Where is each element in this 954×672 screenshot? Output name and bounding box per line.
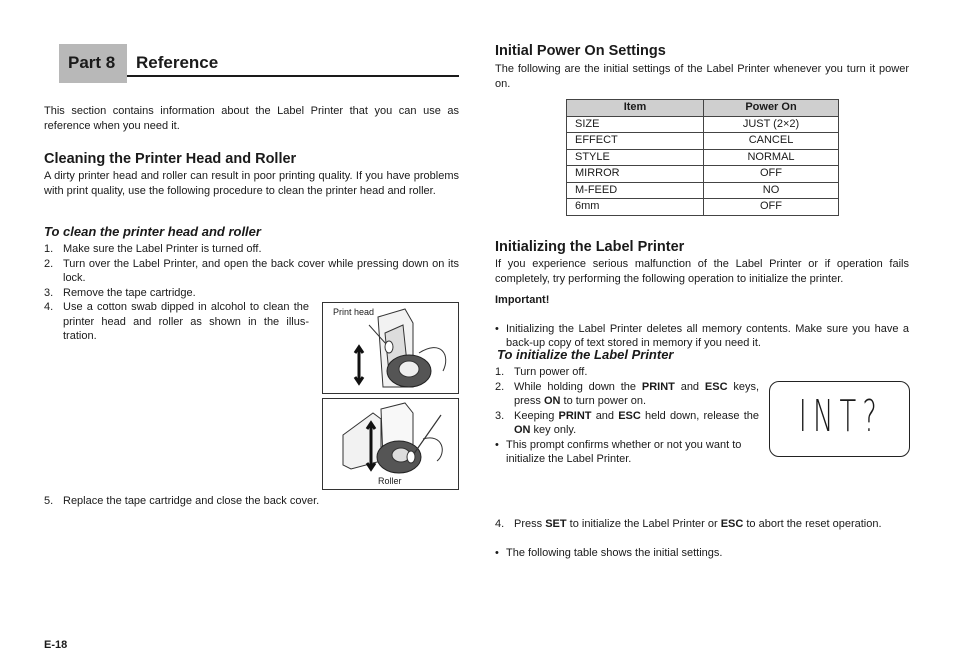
roller-caption: Roller bbox=[378, 476, 402, 486]
column-header-item: Item bbox=[567, 100, 704, 117]
value-cell: CANCEL bbox=[704, 133, 839, 150]
list-item: 3. Remove the tape cartridge. bbox=[44, 286, 196, 299]
item-cell: SIZE bbox=[567, 116, 704, 133]
list-item: 1. Turn power off. bbox=[495, 366, 588, 378]
part-label: Part 8 bbox=[68, 53, 116, 72]
item-cell: EFFECT bbox=[567, 133, 704, 150]
settings-table bbox=[566, 99, 839, 216]
print-head-illustration bbox=[323, 303, 458, 393]
page-number: E-18 bbox=[44, 639, 68, 651]
table-row bbox=[567, 149, 839, 166]
initial-settings-body: The following are the initial settings of the Label Printer whenever you turn it power on. bbox=[495, 63, 909, 90]
cleaning-heading: Cleaning the Printer Head and Roller bbox=[44, 151, 297, 167]
table-row bbox=[567, 199, 839, 216]
list-item: 1. Make sure the Label Printer is turned off. bbox=[44, 243, 262, 255]
print-head-figure bbox=[322, 302, 459, 394]
initializing-heading: Initializing the Label Printer bbox=[495, 239, 685, 255]
initializing-body: If you experience serious malfunction of the Label Printer or if operation fails completely, try performing the following operation to initialize the printer. bbox=[495, 258, 909, 285]
value-cell: OFF bbox=[704, 166, 839, 183]
value-cell: JUST (2×2) bbox=[704, 116, 839, 133]
intro-text: This section contains information about the Label Printer that you can use as reference when you need it. bbox=[44, 105, 459, 132]
important-label: Important! bbox=[495, 294, 550, 306]
column-header-power-on: Power On bbox=[704, 100, 839, 117]
list-item: 4. Press SET to initialize the Label Printer or ESC to abort the reset operation. bbox=[495, 517, 882, 530]
table-header-row bbox=[567, 100, 839, 117]
cleaning-body: A dirty printer head and roller can result in poor printing quality. If you have problems with print quality, use the following procedure to clean the printer head and roller. bbox=[44, 170, 459, 197]
section-title: Reference bbox=[136, 53, 219, 72]
final-note: • The following table shows the initial settings. bbox=[495, 546, 909, 561]
roller-figure bbox=[322, 398, 459, 490]
list-item: 4. Use a cotton swab dipped in alcohol to clean the printer head and roller as shown in the illus-tration. bbox=[44, 301, 309, 342]
table-row bbox=[567, 182, 839, 199]
value-cell: OFF bbox=[704, 199, 839, 216]
important-note: • Initializing the Label Printer deletes all memory contents. Make sure you have a back-up copy of text stored in memory if you need it. bbox=[495, 322, 909, 351]
item-cell: 6mm bbox=[567, 199, 704, 216]
cleaning-procedure-title: To clean the printer head and roller bbox=[44, 224, 261, 239]
lcd-display-text: INT? bbox=[798, 391, 884, 442]
title-rule bbox=[127, 75, 459, 77]
list-item: 3. Keeping PRINT and ESC held down, release the ON key only. bbox=[495, 409, 759, 436]
table-row bbox=[567, 133, 839, 150]
initialize-steps bbox=[495, 365, 759, 467]
item-cell: STYLE bbox=[567, 149, 704, 166]
table-row bbox=[567, 166, 839, 183]
value-cell: NO bbox=[704, 182, 839, 199]
item-cell: MIRROR bbox=[567, 166, 704, 183]
list-item: 2. While holding down the PRINT and ESC keys, press ON to turn power on. bbox=[495, 380, 760, 407]
list-item: • This prompt confirms whether or not you want to initialize the Label Printer. bbox=[495, 438, 759, 467]
value-cell: NORMAL bbox=[704, 149, 839, 166]
initialize-procedure-title: To initialize the Label Printer bbox=[497, 347, 674, 362]
table-row bbox=[567, 116, 839, 133]
list-item: 2. Turn over the Label Printer, and open the back cover while pressing down on its lock. bbox=[44, 257, 459, 284]
item-cell: M-FEED bbox=[567, 182, 704, 199]
print-head-caption: Print head bbox=[333, 307, 375, 317]
list-item: 5. Replace the tape cartridge and close the back cover. bbox=[44, 495, 320, 507]
initial-settings-heading: Initial Power On Settings bbox=[495, 43, 666, 59]
